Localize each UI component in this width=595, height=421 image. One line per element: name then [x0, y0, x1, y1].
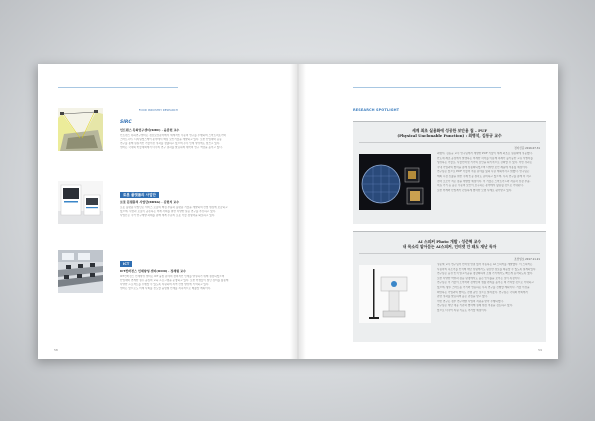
- item-headline: 인트랜스 특허연구센터(SIRC) · 윤종현 교수: [120, 128, 180, 132]
- body-line: 이번 연구는 정부 연구개발 사업의 지원을 받아 수행되었다.: [437, 299, 504, 303]
- body-line: 연구팀은 음성 인식 알고리즘을 경량화하여 소형 기기에서도 빠르게 동작하도록 했다.: [437, 272, 533, 276]
- title-divider: [359, 142, 540, 143]
- research-center-item: [58, 108, 288, 174]
- body-line: 센터는 국내외 학술대회에서 다수의 연구 결과를 발표하며 대학의 연구 역량을 높이고 있다.: [120, 146, 223, 149]
- body-line: 사용자의 목소리를 인식해 재난 상황에서도 필요한 정보를 제공할 수 있도록 설계되었다.: [437, 267, 537, 271]
- section-badge: ICT: [120, 261, 132, 267]
- body-line: 또한 학계와 산업계가 긴밀하게 협력한 모범 사례로 평가받고 있다.: [437, 188, 513, 192]
- title-line: (Physical Unclonable Function) : 최병석, 김동규 교수: [397, 133, 502, 138]
- item-body: [120, 206, 273, 218]
- article-card: [353, 121, 546, 224]
- title-line: 내 목소리 알아듣는 AI스피커, 인터넷 안 돼도 재난 독자: [402, 244, 497, 249]
- body-line: 희망하는 기업과의 협의도 진행 중인 것으로 알려졌다. 연구팀은 국내외 학회에서: [437, 290, 528, 294]
- body-line: 있으며, 사람과 로봇이 공존하는 미래 사회를 위한 다양한 실증 연구를 추진하고 있다.: [120, 210, 216, 213]
- article-title: [353, 128, 546, 138]
- header-rule: [58, 87, 178, 88]
- body-line: ICT컨버전스 인재양성 센터는 ICT 융합 분야의 창의적인 인재를 양성하기 위해 설립되었으며: [120, 275, 225, 278]
- right-page: [298, 64, 558, 359]
- article-body: [437, 152, 541, 193]
- item-body: [120, 275, 273, 291]
- magazine-spread: [38, 64, 558, 359]
- sirc-logo: SIRC: [120, 120, 132, 125]
- classroom-photo: [58, 250, 103, 293]
- article-date: 전자신문 2016.07.31: [514, 147, 540, 150]
- page-number: 59: [538, 348, 542, 352]
- body-line: 있으며, 향후 스마트홈 기기와 연동하는 후속 연구를 진행할 계획이다. 기술 이전을: [437, 285, 530, 289]
- body-line: 관련 성과를 발표하며 높은 관심을 받고 있다.: [437, 295, 488, 299]
- body-line: 연구팀은 이 기술이 노약자와 장애인의 생활 편의를 높이는 데 기여할 것으로 기대하고: [437, 281, 534, 285]
- body-line: 다양한 프로젝트를 수행할 수 있도록 지원하며 지역 산업 발전에 기여하고 있다.: [120, 283, 210, 286]
- chip-wafer-photo: [359, 154, 431, 210]
- body-line: 인트랜스 특허연구센터는 정보보호분야에서 세계적인 수준의 연구를 수행하며 스마트팩토리와: [120, 134, 226, 137]
- body-line: 전력 소모가 적은 칩을 개발할 예정이다. 이 기술은 스마트카드와 자동차 전장 부품,: [437, 179, 531, 183]
- ai-speaker-photo: [359, 265, 431, 323]
- laser-lab-photo: [58, 108, 103, 151]
- body-line: 센터는 앞으로도 미래 사회를 선도할 융합형 인재를 지속적으로 배출할 계획이다.: [120, 287, 211, 290]
- header-rule: [353, 87, 501, 88]
- body-line: 스마트시티, 디지털헬스케어 분야에서 핵심 보안기술을 개발하고 있다. 또한 산업체와 공동: [120, 138, 222, 141]
- body-line: 앞으로 다국어 지원 기능도 추가할 예정이다.: [437, 308, 488, 312]
- body-line: 로봇 플랫폼 사업단은 서비스 로봇의 핵심 부품과 플랫폼 기술을 개발하여 산업 현장에 보급하고: [120, 206, 228, 209]
- section-badge: 로봇 플랫폼의 사업단: [120, 192, 159, 198]
- body-line: 사업단은 국가 연구개발 과제를 통해 세계 수준의 로봇 기술 경쟁력을 확보하고 있다.: [120, 214, 216, 217]
- item-text: [120, 181, 273, 218]
- research-center-item: [58, 250, 288, 316]
- research-center-item: [58, 181, 288, 244]
- logo-subtitle: FOOD INDUSTRY RESEARCH: [138, 108, 178, 112]
- body-line: 해외 시장 진출을 위한 국제 인증 절차도 준비하고 있으며, 후속 연구를 통해 더 작고: [437, 174, 532, 178]
- article-card: [353, 231, 546, 342]
- section-label: RESEARCH SPOTLIGHT: [353, 108, 400, 112]
- body-line: 산업체와 연계한 실무 중심의 교육 프로그램을 운영하고 있다. 또한 학생들이 첨단 장비를 활용해: [120, 279, 229, 282]
- item-headline: 로봇 플랫폼의 사업단(RDSG) · 김현석 교수: [120, 200, 180, 204]
- body-line: 반도체 제조 공정에서 발생하는 미세한 차이를 이용해 복제가 불가능한 고유 식별자를: [437, 156, 533, 160]
- body-line: 또한 다양한 억양과 잡음 환경에서도 높은 인식률을 보이는 것이 특징이다.: [437, 276, 521, 280]
- item-headline: ICT컨버전스 인재양성 센터(ICCD) · 정재형 교수: [120, 269, 186, 273]
- body-line: 최병석, 김동규 교수 연구팀에서 개발한 PUF 기술이 세계 최초로 실용화에 성공했다.: [437, 152, 533, 155]
- item-text: [120, 250, 273, 291]
- body-line: 성준혁 교수 연구팀이 인터넷 연결 없이 작동하는 AI 스피커를 개발했다. 이 스피커는: [437, 263, 533, 266]
- article-title: [353, 239, 546, 249]
- body-line: 연구팀은 앞으로 PUF 기술의 적용 분야를 넓혀 나갈 계획이라고 밝혔다. 연구팀은: [437, 170, 530, 174]
- article-body: [437, 263, 541, 314]
- body-line: 국내 기업과의 협력을 통해 상용화되었으며 다양한 보안 제품에 적용될 예정이다.: [437, 165, 528, 169]
- title-line: 세계 최초 실용화에 성공한 보안용 칩 – PUF: [411, 128, 488, 133]
- title-divider: [359, 253, 540, 254]
- left-page: [38, 64, 298, 359]
- item-text: [120, 108, 273, 150]
- title-line: AI 스피커 Photo 개발 : 성준혁 교수: [417, 239, 482, 244]
- body-line: 연구팀은 재난 대응 기관과 협력해 실제 현장 적용을 검토하고 있다.: [437, 304, 513, 308]
- body-line: 생성하는 기술로, 사물인터넷 기기의 보안을 획기적으로 강화할 수 있다. 이번 성과는: [437, 161, 533, 165]
- body-line: 연구를 통해 실질적인 기술이전 성과를 창출하고 있으며 우수 인재 양성에도 힘쓰고 있다.: [120, 142, 221, 145]
- item-body: [120, 134, 273, 150]
- page-number: 58: [54, 348, 58, 352]
- article-date: 조선일보 2017.11.21: [514, 258, 540, 261]
- equipment-photo: [58, 181, 103, 224]
- body-line: 의료 기기 등 높은 수준의 보안이 요구되는 분야에서 활용될 것으로 기대된다.: [437, 184, 524, 188]
